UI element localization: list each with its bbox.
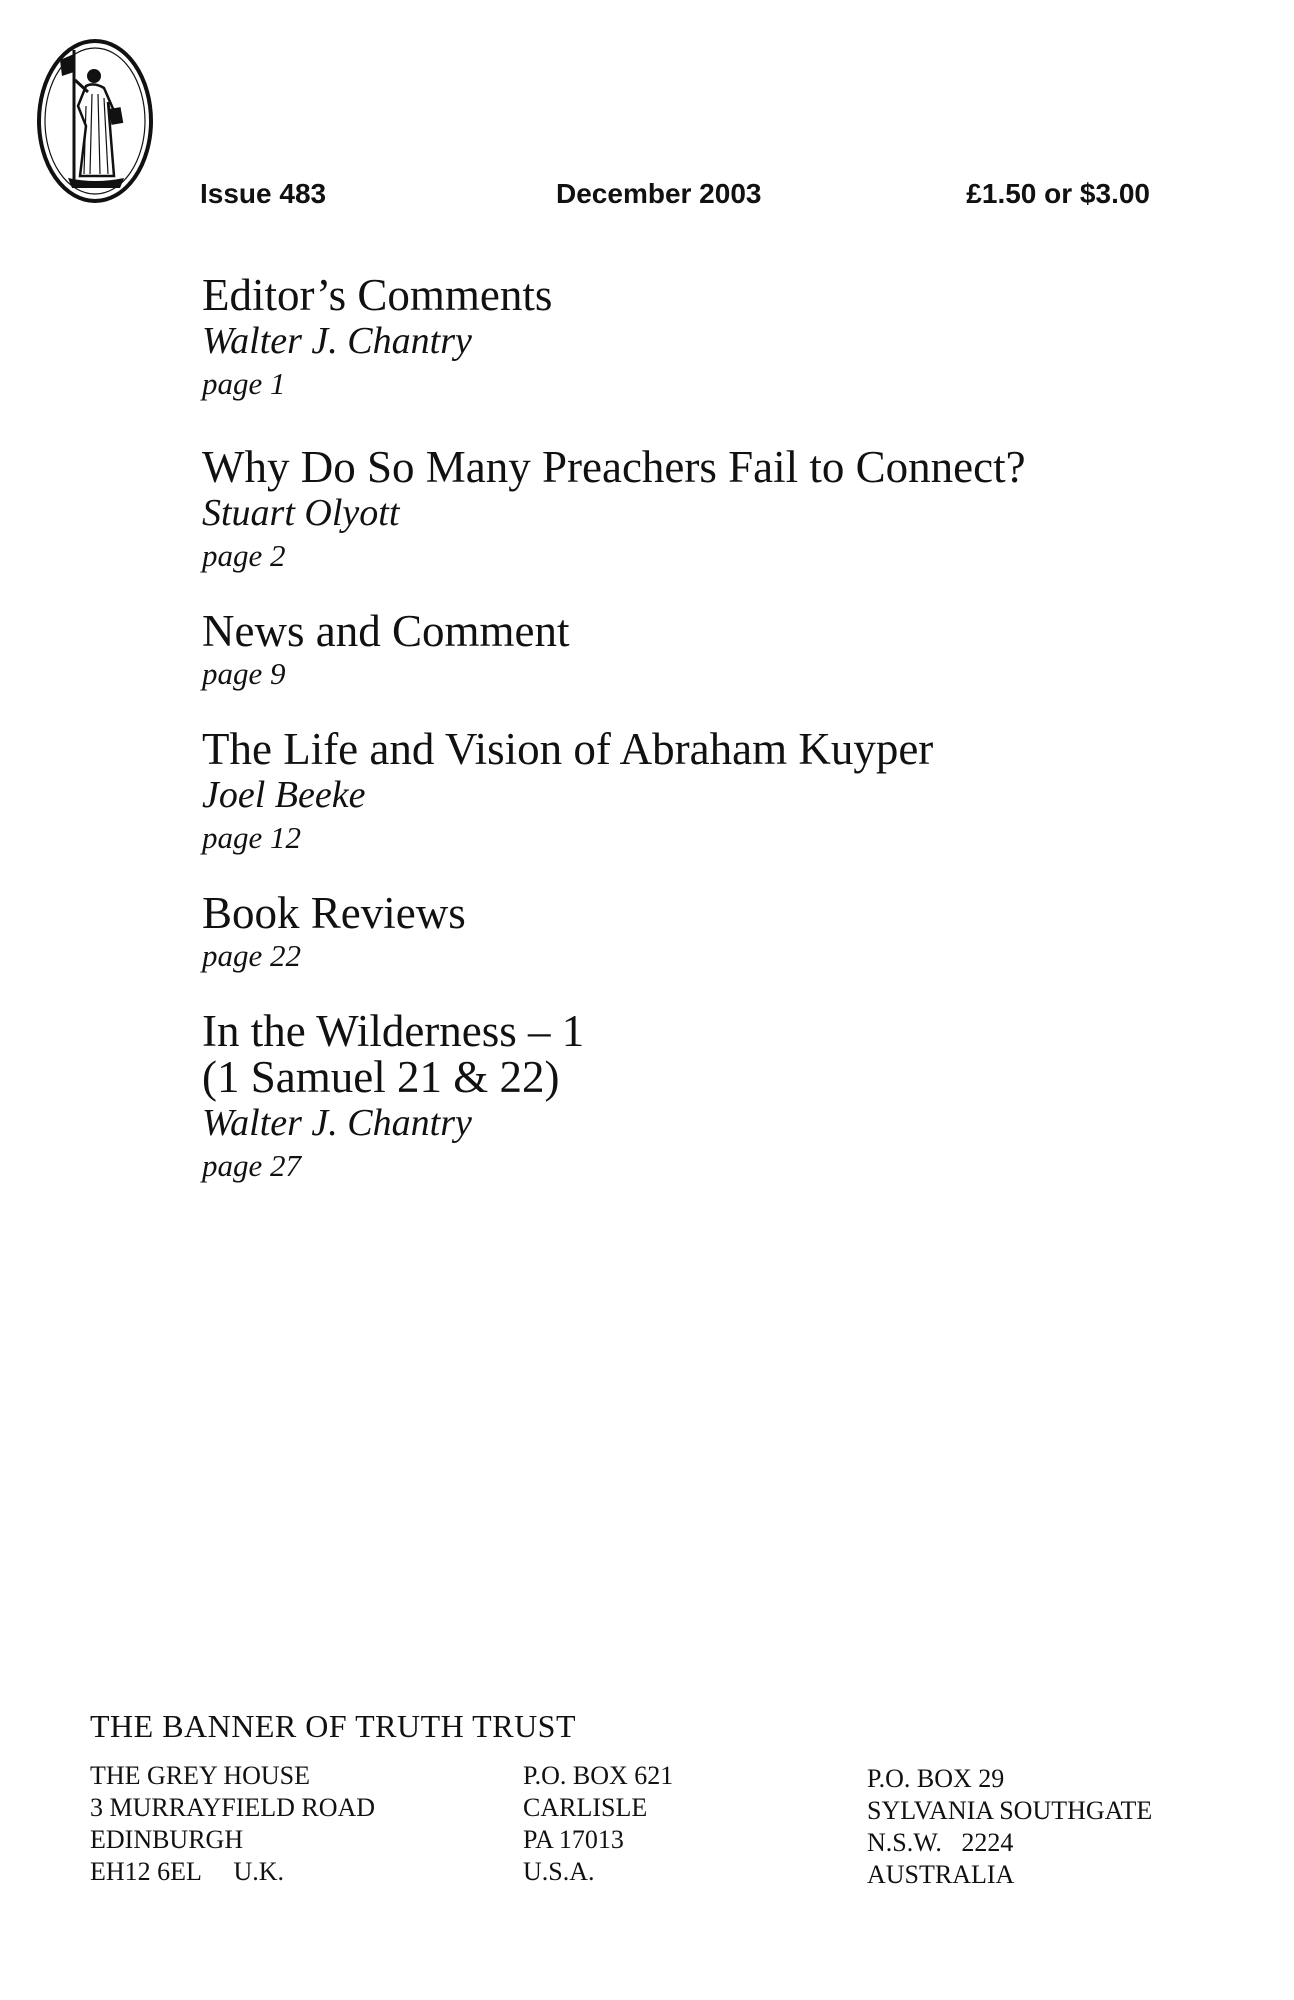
address-line: EDINBURGH [90, 1825, 244, 1854]
issue-number: Issue 483 [200, 178, 327, 209]
address-line: N.S.W. 2224 [867, 1828, 1014, 1857]
address-carlisle [523, 1760, 673, 1888]
toc-entry-page: page 27 [202, 1148, 302, 1183]
toc-entry-author: Walter J. Chantry [202, 320, 472, 362]
issue-price: £1.50 or $3.00 [966, 178, 1150, 209]
address-line: EH12 6EL U.K. [90, 1857, 285, 1886]
toc-entry-page: page 9 [202, 656, 286, 691]
toc-entry-in-the-wilderness[interactable] [202, 1008, 1202, 1186]
toc-entry-title: Why Do So Many Preachers Fail to Connect? [202, 442, 1026, 492]
toc-entry-page: page 1 [202, 366, 286, 401]
toc-entry-book-reviews[interactable] [202, 890, 1202, 976]
toc-entry-title: In the Wilderness – 1 (1 Samuel 21 & 22) [202, 1006, 585, 1102]
toc-entry-title: Book Reviews [202, 888, 466, 938]
toc-entry-preachers[interactable] [202, 444, 1202, 576]
table-of-contents [202, 272, 1202, 1186]
publisher-footer [90, 1708, 1210, 1889]
publisher-name: THE BANNER OF TRUTH TRUST [90, 1708, 577, 1744]
issue-date: December 2003 [556, 178, 762, 209]
address-line: 3 MURRAYFIELD ROAD [90, 1793, 376, 1822]
address-line: CARLISLE [523, 1793, 648, 1822]
address-line: P.O. BOX 621 [523, 1761, 674, 1790]
banner-bearer-logo-icon [34, 36, 156, 206]
toc-entry-author: Walter J. Chantry [202, 1102, 472, 1144]
toc-entry-page: page 2 [202, 538, 286, 573]
address-line: PA 17013 [523, 1825, 624, 1854]
toc-entry-author: Stuart Olyott [202, 492, 400, 534]
address-line: THE GREY HOUSE [90, 1761, 311, 1790]
toc-entry-abraham-kuyper[interactable] [202, 726, 1202, 858]
address-line: AUSTRALIA [867, 1860, 1015, 1889]
masthead [200, 178, 1150, 218]
toc-entry-author: Joel Beeke [202, 774, 366, 816]
address-line: SYLVANIA SOUTHGATE [867, 1796, 1153, 1825]
address-australia [867, 1763, 1152, 1891]
toc-entry-news-and-comment[interactable] [202, 608, 1202, 694]
toc-entry-page: page 12 [202, 820, 302, 855]
toc-entry-title: The Life and Vision of Abraham Kuyper [202, 724, 934, 774]
address-edinburgh [90, 1760, 375, 1888]
toc-entry-title: Editor’s Comments [202, 270, 553, 320]
toc-entry-page: page 22 [202, 938, 302, 973]
toc-entry-editors-comments[interactable] [202, 272, 1202, 404]
address-line: U.S.A. [523, 1857, 595, 1886]
toc-entry-title: News and Comment [202, 606, 570, 656]
address-line: P.O. BOX 29 [867, 1764, 1005, 1793]
